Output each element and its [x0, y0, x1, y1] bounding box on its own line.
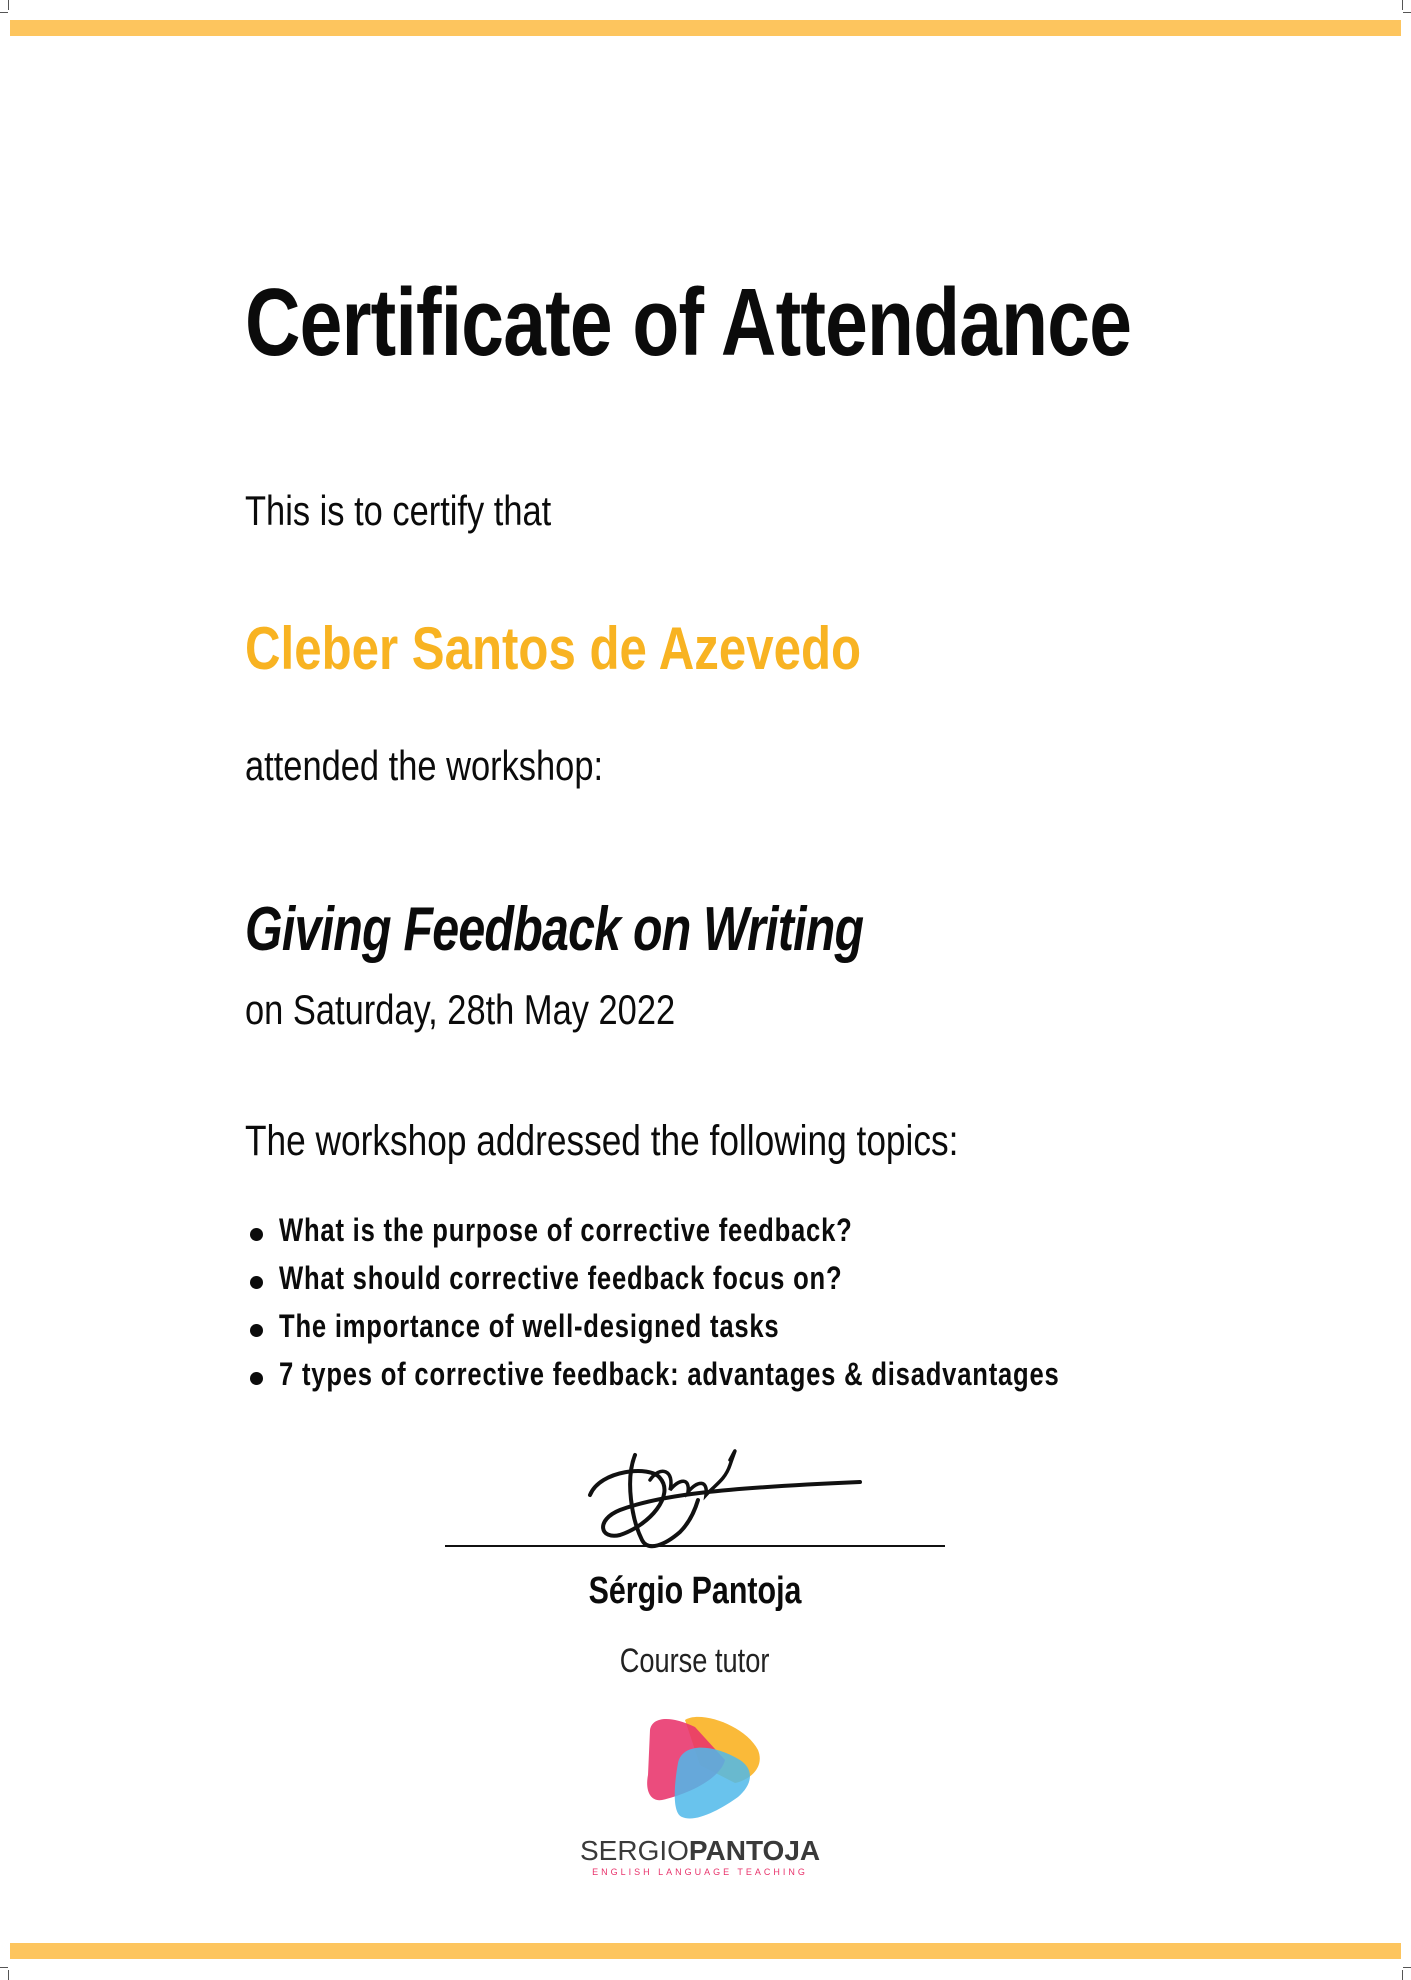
- logo-wordmark: [580, 1835, 820, 1867]
- topic-text: The importance of well-designed tasks: [279, 1308, 780, 1344]
- topic-text: What should corrective feedback focus on?: [279, 1260, 843, 1296]
- logo-word-bold: PANTOJA: [688, 1835, 821, 1866]
- crop-mark: [1403, 12, 1411, 13]
- crop-mark: [8, 1970, 9, 1980]
- bullet-icon: [250, 1372, 263, 1385]
- crop-mark: [0, 12, 8, 13]
- crop-mark: [1402, 1970, 1403, 1980]
- play-triangles-icon: [640, 1705, 770, 1830]
- bullet-icon: [250, 1324, 263, 1337]
- topic-text: 7 types of corrective feedback: advantages & disadvantages: [279, 1356, 1060, 1392]
- crop-mark: [1402, 0, 1403, 10]
- top-accent-stripe: [10, 20, 1401, 36]
- brand-logo: [580, 1705, 820, 1885]
- signature-block: [440, 1440, 960, 1700]
- handwritten-signature: [580, 1440, 880, 1560]
- crop-mark: [1403, 1967, 1411, 1968]
- signer-role: [440, 1642, 950, 1681]
- bullet-icon: [250, 1276, 263, 1289]
- crop-mark: [8, 0, 9, 10]
- certify-text: This is to certify that: [245, 487, 552, 534]
- topic-text: What is the purpose of corrective feedback?: [279, 1212, 853, 1248]
- logo-tagline: ENGLISH LANGUAGE TEACHING: [592, 1867, 808, 1877]
- topics-heading: The workshop addressed the following topics:: [245, 1117, 959, 1165]
- logo-word-light: SERGIO: [580, 1835, 689, 1866]
- workshop-title: Giving Feedback on Writing: [245, 895, 864, 964]
- attended-text: attended the workshop:: [245, 742, 604, 789]
- signer-name-text: Sérgio Pantoja: [588, 1570, 802, 1612]
- signer-name: [440, 1570, 950, 1613]
- signer-role-text: Course tutor: [620, 1642, 770, 1680]
- crop-mark: [0, 1967, 8, 1968]
- certificate-title: Certificate of Attendance: [245, 269, 1132, 376]
- workshop-date: on Saturday, 28th May 2022: [245, 986, 676, 1033]
- bullet-icon: [250, 1228, 263, 1241]
- bottom-accent-stripe: [10, 1943, 1401, 1959]
- signature-line: [445, 1545, 945, 1547]
- recipient-name: Cleber Santos de Azevedo: [245, 615, 862, 682]
